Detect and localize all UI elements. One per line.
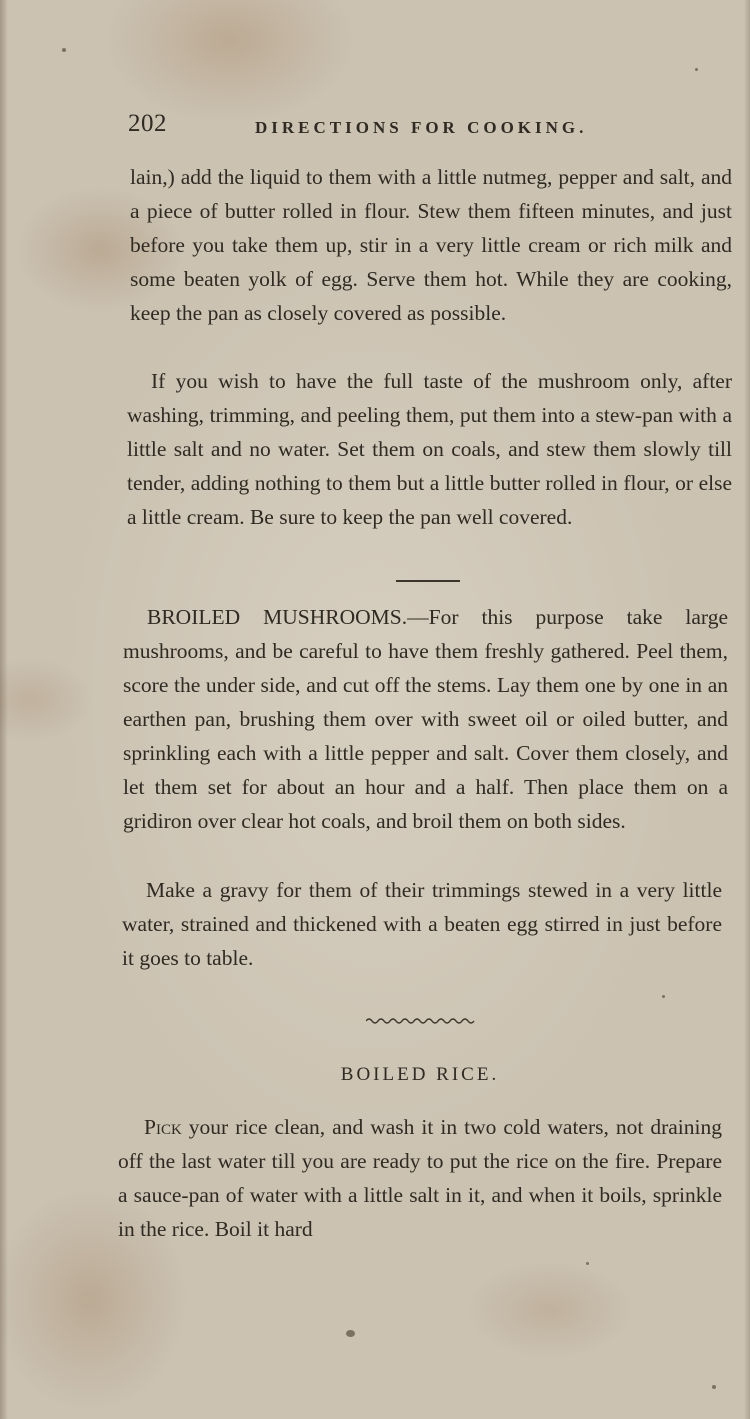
gravy-paragraph: Make a gravy for them of their trimmings stewed in a very little water, strained and thickened with a beaten egg stirred in just before it goes to table. [122, 878, 722, 970]
page-edge-right [744, 0, 750, 1419]
paper-speck [695, 68, 698, 71]
boiled-rice-heading: BOILED RICE. [340, 1064, 500, 1085]
broiled-mushrooms-heading: BROILED MUSHROOMS. [147, 605, 408, 629]
running-head: DIRECTIONS FOR COOKING. [255, 118, 588, 137]
broiled-mushrooms-text: —For this purpose take large mushrooms, and be careful to have them freshly gathered. Peel them, score the under side, and cut off the stems. Lay them one by one in an earthen pan, brushing them over with sweet oil or oiled butter, and sprinkling each with a little pepper and salt. Cover them closely, and let them set for about an hour and a half. Then place them on a gridiron over clear hot coals, and broil them on both sides. [123, 605, 728, 833]
page-edge-left [0, 0, 8, 1419]
wavy-ornament [366, 1016, 476, 1026]
boiled-rice-first-word: Pick [144, 1115, 182, 1139]
continued-paragraph: lain,) add the liquid to them with a little nutmeg, pepper and salt, and a piece of butter rolled in flour. Stew them fifteen minutes, and just before you take them up, stir in a very little cream or rich milk and some beaten yolk of egg. Serve them hot. While they are cooking, keep the pan as closely covered as possible. [130, 165, 732, 325]
boiled-rice-text: your rice clean, and wash it in two cold waters, not draining off the last water till you are ready to put the rice on the fire. Prepare a sauce-pan of water with a little salt in it, and when it boils, sprinkle in the rice. Boil it hard [118, 1115, 722, 1241]
paper-speck [62, 48, 66, 52]
paper-speck [712, 1385, 716, 1389]
boiled-rice-paragraph [118, 1110, 722, 1246]
broiled-mushrooms-paragraph [123, 600, 728, 838]
section-divider [396, 580, 460, 582]
paper-speck [662, 995, 665, 998]
paper-speck [586, 1262, 589, 1265]
paper-speck [346, 1330, 355, 1337]
page-header [128, 110, 618, 144]
page-number: 202 [128, 110, 167, 137]
mushroom-only-paragraph: If you wish to have the full taste of the mushroom only, after washing, trimming, and peeling them, put them into a stew-pan with a little salt and no water. Set them on coals, and stew them slowly till tender, adding nothing to them but a little butter rolled in flour, or else a little cream. Be sure to keep the pan well covered. [127, 369, 732, 529]
